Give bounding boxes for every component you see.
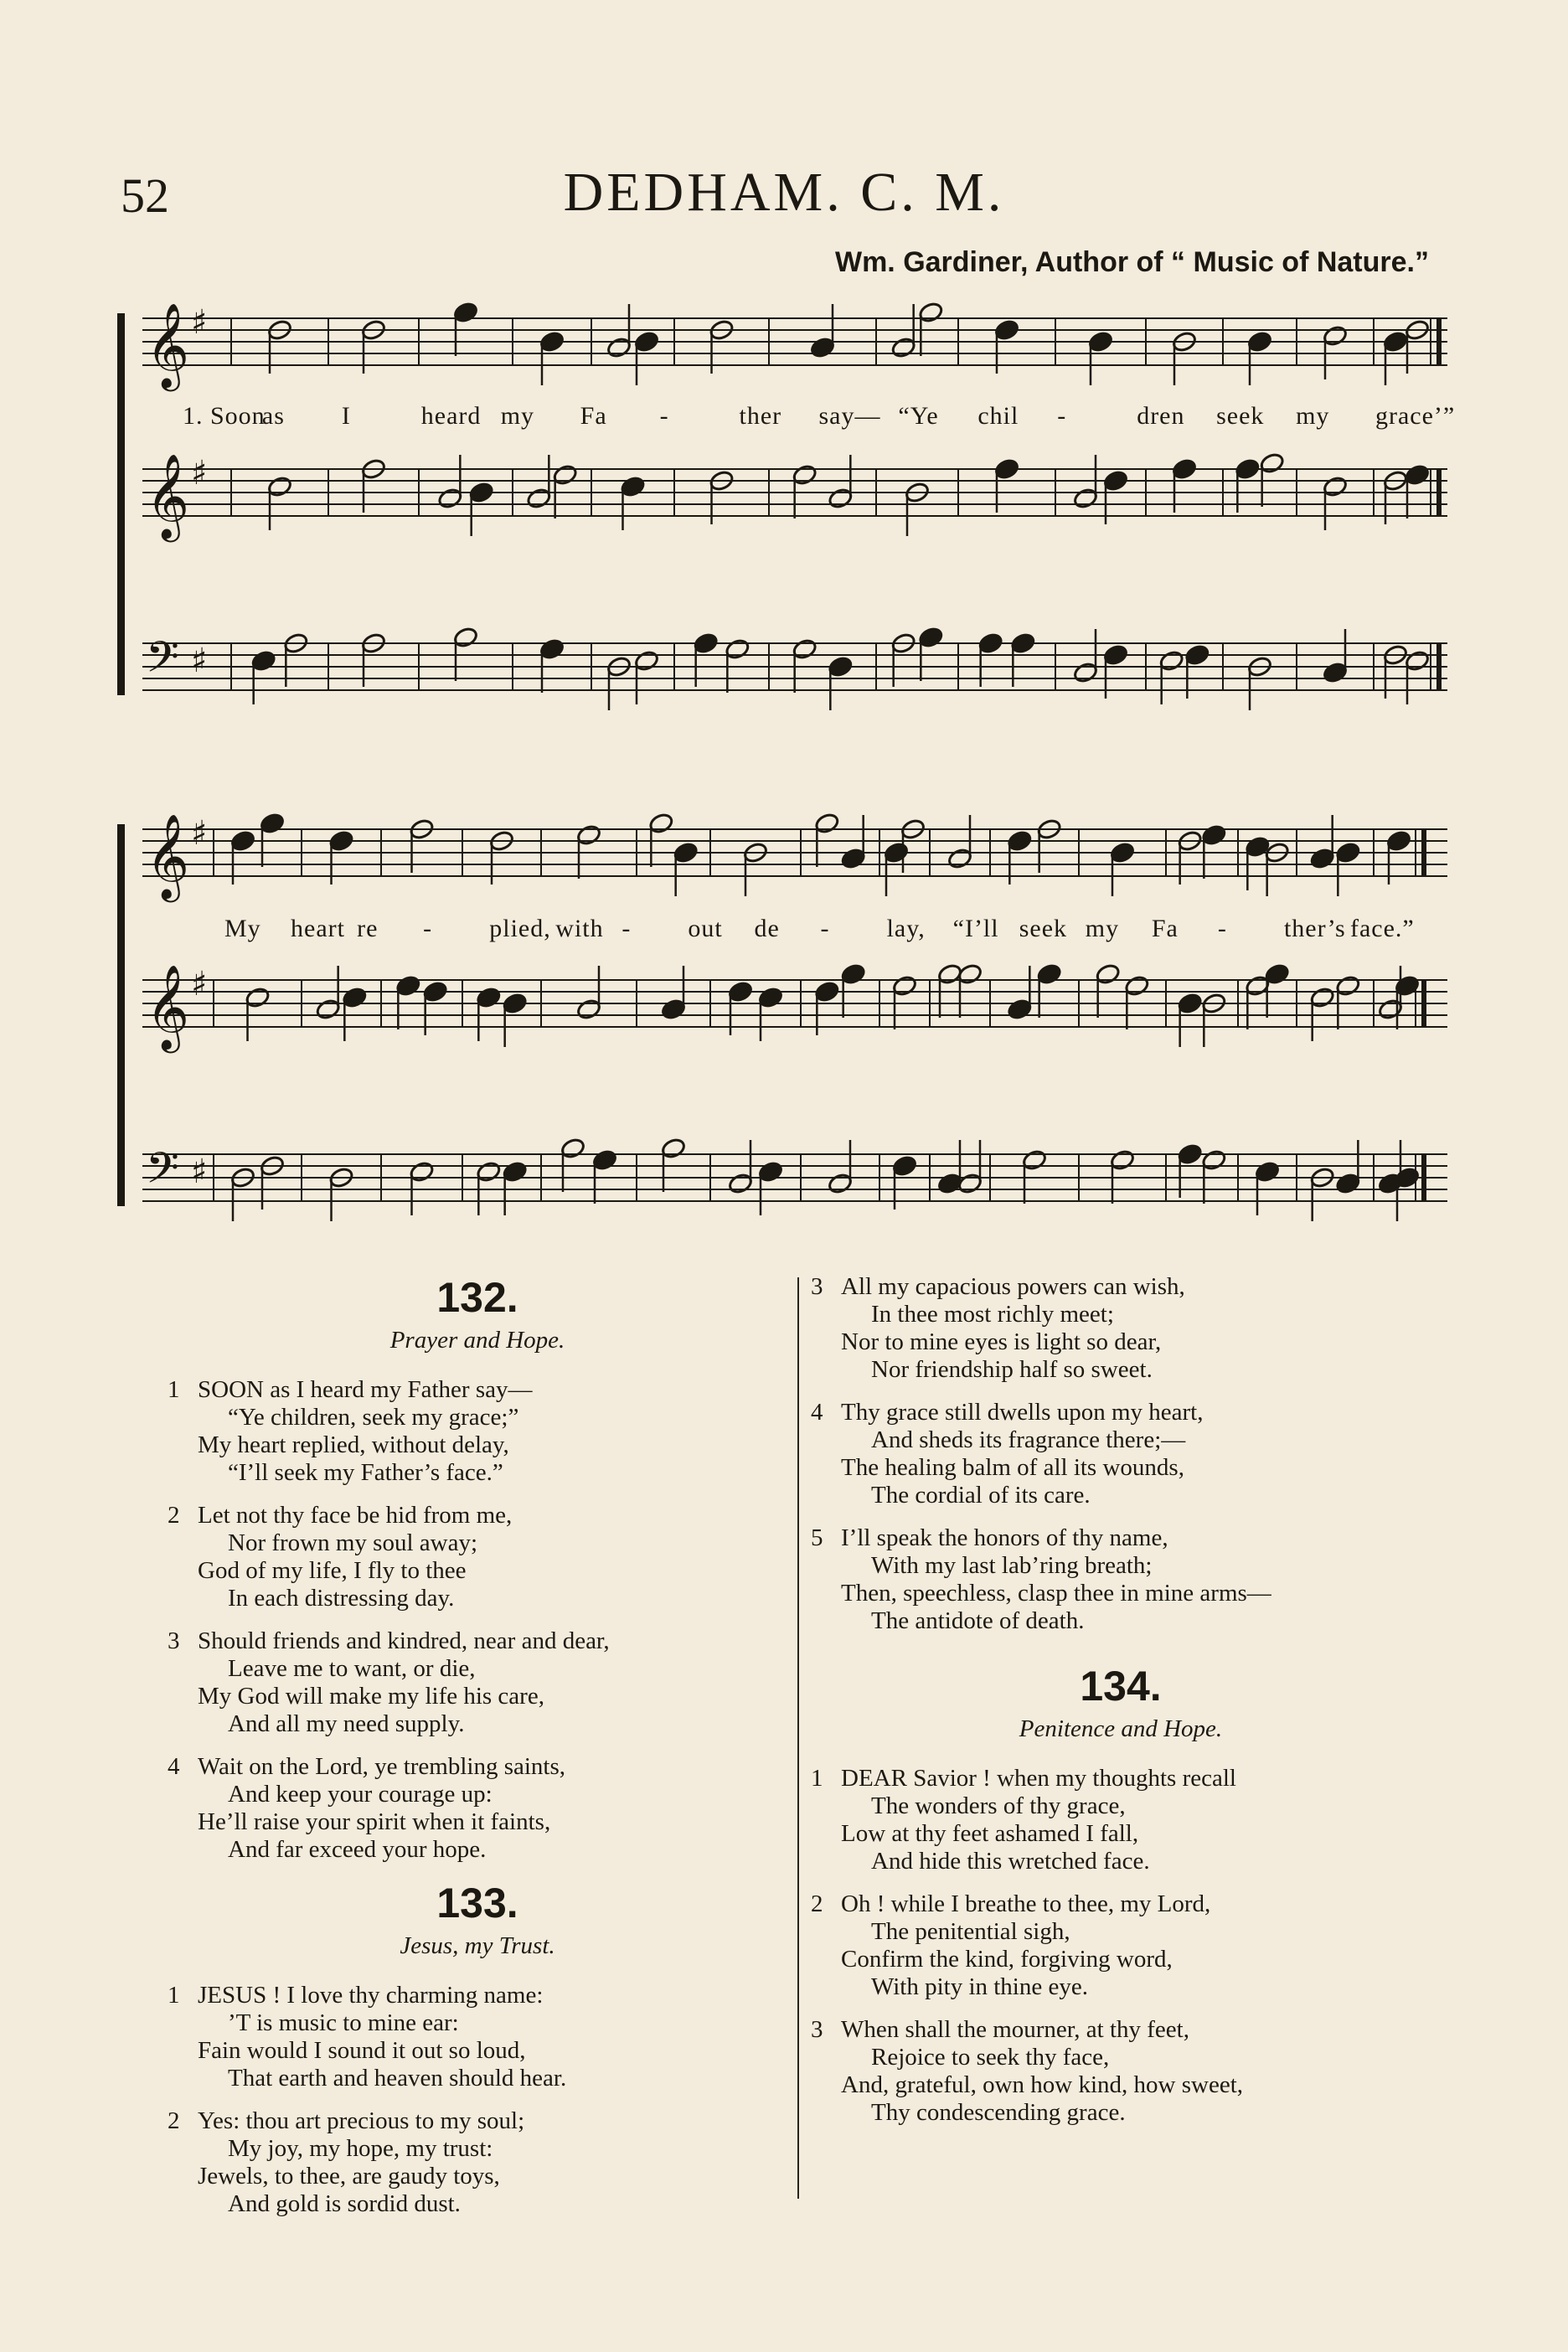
hymn-line [168,2065,787,2092]
stanza [811,1273,1431,1384]
verse-number: 2 [811,1890,823,1917]
verse-number: 3 [168,1627,180,1654]
hymn-line-text: God of my life, I fly to thee [198,1557,467,1584]
hymn-line [811,1356,1431,1384]
hymn-line-text: When shall the mourner, at thy feet, [841,2016,1189,2043]
hymn-line-text: Wait on the Lord, ye trembling saints, [198,1753,566,1780]
hymn-line [811,1946,1431,1973]
lyric-syllable: say— [818,402,881,430]
stanza [168,2107,787,2218]
hymn-line [811,1848,1431,1875]
hymn-number: 132. [436,1274,518,1321]
hymn-line-text: ’T is music to mine ear: [228,2009,459,2036]
page-number: 52 [121,168,169,223]
hymn-line [168,1627,787,1655]
treble-clef-icon: 𝄞 [146,812,190,899]
sharp-icon: ♯ [191,1153,208,1191]
hymn-line [168,2135,787,2163]
lyric-syllable: - [1057,402,1067,430]
hymn-line [168,2190,787,2218]
hymn-line [811,1607,1431,1635]
hymn-subtitle: Penitence and Hope. [1019,1715,1223,1742]
hymn-line-text: And gold is sordid dust. [228,2190,461,2217]
hymn-line-text: SOON as I heard my Father say— [198,1376,533,1403]
hymn-line-text: Yes: thou art precious to my soul; [198,2107,525,2134]
hymn-line [168,1585,787,1612]
hymn-line-text: And hide this wretched face. [871,1848,1150,1875]
lyric-syllable: dren [1137,402,1185,430]
lyric-syllable: seek [1019,915,1068,942]
hymn-line [168,1655,787,1683]
hymn-line-text: My joy, my hope, my trust: [228,2135,493,2162]
lyric-syllable: “Ye [898,402,939,430]
stanza [168,1982,787,2092]
treble-clef-icon: 𝄞 [146,452,190,539]
hymn-line [811,2071,1431,2099]
sharp-icon: ♯ [191,454,208,493]
verse-number: 1 [168,1982,180,2009]
hymn-line-text: Thy condescending grace. [871,2099,1126,2126]
hymn-line [168,1781,787,1808]
verse-number: 1 [168,1376,180,1403]
lyric-syllable: - [1217,915,1227,942]
hymn-line-text: Should friends and kindred, near and dear, [198,1627,610,1654]
hymn-line [811,1454,1431,1482]
lyric-syllable: “I’ll [952,915,999,942]
hymn-line [811,1918,1431,1946]
hymn-line-text: With pity in thine eye. [871,1973,1088,2000]
hymn-line [168,1459,787,1487]
hymn-line-text: JESUS ! I love thy charming name: [198,1982,544,2009]
hymn-line-text: Thy grace still dwells upon my heart, [841,1399,1204,1426]
hymn-line-text: My God will make my life his care, [198,1683,544,1710]
lyric-syllable: face.” [1350,915,1415,942]
hymn-line [811,1973,1431,2001]
treble-clef-icon: 𝄞 [146,302,190,388]
hymn-line-text: And sheds its fragrance there;— [871,1426,1186,1453]
verse-number: 3 [811,2016,823,2043]
hymn-line [168,2037,787,2065]
lyric-syllable: de [754,915,780,942]
bass-clef-icon: 𝄢 [146,1142,179,1204]
hymn-line [168,1404,787,1431]
lyric-syllable: ther [739,402,782,430]
hymn-line [168,1683,787,1710]
lyric-syllable: - [622,915,632,942]
hymn-line [811,1524,1431,1552]
hymn-number: 134. [1080,1663,1162,1710]
hymn-line-text: Nor frown my soul away; [228,1529,478,1556]
lyric-syllable: chil [977,402,1019,430]
hymn-line-text: Nor friendship half so sweet. [871,1356,1153,1383]
hymn-line-text: And, grateful, own how kind, how sweet, [841,2071,1244,2098]
lyric-syllable: my [1085,915,1120,942]
hymn-line [811,1301,1431,1328]
system-bracket [117,824,125,1206]
hymn-line-text: Let not thy face be hid from me, [198,1502,513,1529]
bass-clef-icon: 𝄢 [146,632,179,693]
lyric-syllable: as [261,402,285,430]
hymn-line-text: The wonders of thy grace, [871,1792,1126,1819]
hymn-line-text: And keep your courage up: [228,1781,493,1808]
sharp-icon: ♯ [191,814,208,853]
lyric-syllable: ther’s [1283,915,1346,942]
hymn-line-text: And far exceed your hope. [228,1836,487,1863]
hymn-line [168,1557,787,1585]
hymn-line-text: Nor to mine eyes is light so dear, [841,1328,1162,1355]
hymn-line-text: Jewels, to thee, are gaudy toys, [198,2163,500,2190]
lyric-syllable: - [659,402,669,430]
hymn-line [168,2009,787,2037]
hymn-line-text: With my last lab’ring breath; [871,1552,1153,1579]
hymn-line-text: Confirm the kind, forgiving word, [841,1946,1173,1973]
hymn-line-text: My heart replied, without delay, [198,1431,509,1458]
hymn-line-text: Leave me to want, or die, [228,1655,476,1682]
stanza [811,1524,1431,1635]
hymn-line-text: “Ye children, seek my grace;” [228,1404,519,1431]
hymn-line-text: Fain would I sound it out so loud, [198,2037,526,2064]
hymn-line-text: Low at thy feet ashamed I fall, [841,1820,1139,1847]
hymn-line [168,1376,787,1404]
lyric-syllable: - [820,915,830,942]
lyric-syllable: - [423,915,433,942]
hymn-line-text: DEAR Savior ! when my thoughts recall [841,1765,1236,1792]
hymn-line [811,1426,1431,1454]
hymn-line [168,1808,787,1836]
hymn-line-text: He’ll raise your spirit when it faints, [198,1808,551,1835]
treble-clef-icon: 𝄞 [146,963,190,1050]
lyric-syllable: Fa [580,402,607,430]
hymn-line [811,2016,1431,2044]
composer-credit: Wm. Gardiner, Author of “ Music of Nature.” [834,246,1429,278]
hymn-line [811,1820,1431,1848]
verse-number: 2 [168,1502,180,1529]
stanza [811,1890,1431,2001]
hymn-line [168,1982,787,2009]
lyric-syllable: Fa [1151,915,1179,942]
verse-number: 3 [811,1273,823,1300]
hymn-line [811,1273,1431,1301]
hymn-line-text: Oh ! while I breathe to thee, my Lord, [841,1890,1211,1917]
hymn-line-text: The antidote of death. [871,1607,1085,1634]
hymn-line [168,1431,787,1459]
hymn-line [168,1836,787,1864]
hymn-line-text: In each distressing day. [228,1585,455,1612]
tune-title: DEDHAM. C. M. [563,162,1005,223]
sharp-icon: ♯ [191,303,208,342]
lyric-syllable: plied, [489,915,551,942]
hymn-line-text: All my capacious powers can wish, [841,1273,1185,1300]
hymn-line-text: The healing balm of all its wounds, [841,1454,1184,1481]
hymn-line-text: Then, speechless, clasp thee in mine arms— [841,1580,1271,1607]
lyric-syllable: seek [1216,402,1265,430]
hymn-line-text: And all my need supply. [228,1710,465,1737]
hymn-line [811,1482,1431,1509]
stanza [811,1765,1431,1875]
hymn-line-text: “I’ll seek my Father’s face.” [228,1459,503,1486]
hymn-line [811,1552,1431,1580]
hymn-line [811,2099,1431,2127]
sharp-icon: ♯ [191,642,208,680]
hymn-line [168,1502,787,1529]
lyric-syllable: with [555,915,604,942]
stanza [168,1376,787,1487]
hymn-line [168,2163,787,2190]
hymn-line [168,2107,787,2135]
hymn-subtitle: Prayer and Hope. [389,1327,565,1354]
hymn-column-left [168,1273,787,2233]
lyric-syllable: My [224,915,261,942]
hymn-line [168,1753,787,1781]
verse-number: 5 [811,1524,823,1551]
lyric-syllable: re [357,915,379,942]
hymn-line-text: Rejoice to seek thy face, [871,2044,1110,2071]
lyric-syllable: 1. Soon [183,402,266,430]
hymn-line [811,1328,1431,1356]
stanza [168,1753,787,1864]
hymn-number: 133. [436,1880,518,1926]
verse-number: 4 [811,1399,823,1426]
system-bracket [117,313,125,695]
verse-number: 2 [168,2107,180,2134]
hymn-line [811,1399,1431,1426]
lyric-syllable: I [341,402,351,430]
hymn-line-text: I’ll speak the honors of thy name, [841,1524,1168,1551]
lyric-syllable: heart [291,915,346,942]
lyric-syllable: lay, [886,915,926,942]
verse-number: 4 [168,1753,180,1780]
stanza [811,2016,1431,2127]
hymn-line [811,1765,1431,1792]
lyric-syllable: out [688,915,723,942]
stanza [168,1502,787,1612]
hymn-line-text: In thee most richly meet; [871,1301,1114,1328]
lyric-syllable: my [1296,402,1330,430]
hymn-line [168,1529,787,1557]
hymn-line [811,1580,1431,1607]
hymn-line [811,1890,1431,1918]
column-divider [797,1277,799,2199]
stanza [811,1399,1431,1509]
lyric-syllable: grace’” [1375,402,1456,430]
hymn-line [811,1792,1431,1820]
hymn-subtitle: Jesus, my Trust. [400,1932,555,1959]
hymn-line-text: That earth and heaven should hear. [228,2065,567,2092]
verse-number: 1 [811,1765,823,1792]
stanza [168,1627,787,1738]
hymn-line-text: The penitential sigh, [871,1918,1070,1945]
lyric-syllable: heard [420,402,482,430]
hymn-column-right [811,1273,1431,2142]
hymn-line-text: The cordial of its care. [871,1482,1091,1509]
score-drawing [117,301,1447,1221]
sharp-icon: ♯ [191,965,208,1003]
hymn-line [811,2044,1431,2071]
lyric-syllable: my [500,402,535,430]
hymn-line [168,1710,787,1738]
